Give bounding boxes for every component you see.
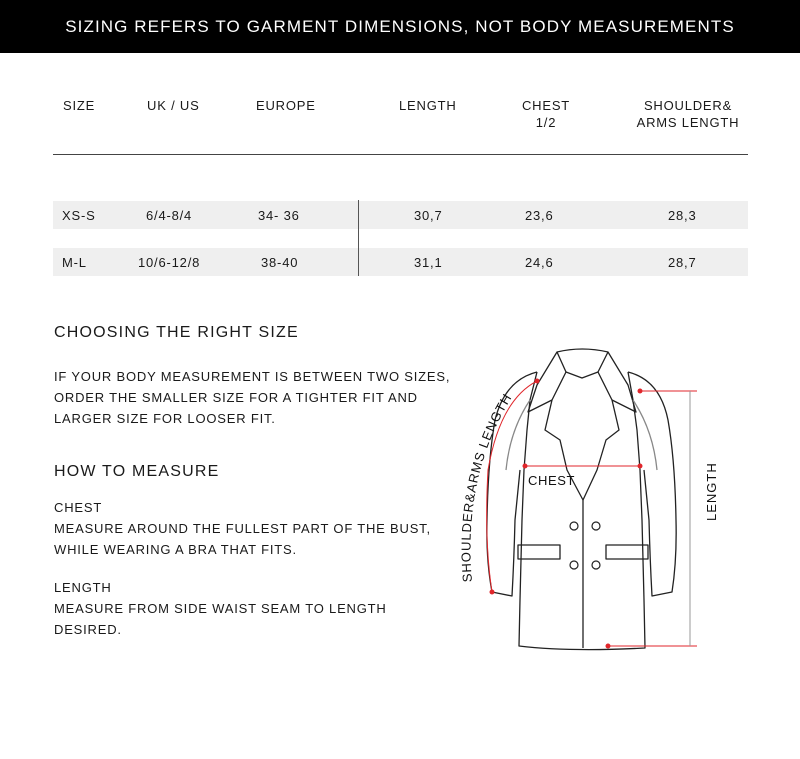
point-icon bbox=[606, 644, 611, 649]
length-line: DESIRED. bbox=[54, 622, 122, 637]
measurement-points bbox=[490, 379, 643, 649]
button-icon bbox=[570, 561, 578, 569]
chest-line: MEASURE AROUND THE FULLEST PART OF THE BUST, bbox=[54, 521, 431, 536]
cell-uk-us: 6/4-8/4 bbox=[146, 208, 193, 223]
point-icon bbox=[535, 379, 540, 384]
length-line: MEASURE FROM SIDE WAIST SEAM TO LENGTH bbox=[54, 601, 387, 616]
point-icon bbox=[523, 464, 528, 469]
cell-shoulder: 28,3 bbox=[668, 208, 697, 223]
header-europe: EUROPE bbox=[256, 98, 316, 113]
choosing-line: ORDER THE SMALLER SIZE FOR A TIGHTER FIT AND bbox=[54, 390, 418, 405]
header-length: LENGTH bbox=[399, 98, 457, 113]
cell-europe: 38-40 bbox=[261, 255, 299, 270]
button-icon bbox=[592, 561, 600, 569]
chest-label: CHEST bbox=[528, 473, 576, 488]
cell-length: 31,1 bbox=[414, 255, 443, 270]
choosing-title: CHOOSING THE RIGHT SIZE bbox=[54, 324, 299, 341]
header-size: SIZE bbox=[63, 98, 96, 113]
header-shoulder-line1: SHOULDER& bbox=[643, 98, 733, 113]
cell-length: 30,7 bbox=[414, 208, 443, 223]
cell-uk-us: 10/6-12/8 bbox=[138, 255, 201, 270]
point-icon bbox=[490, 590, 495, 595]
point-icon bbox=[638, 464, 643, 469]
cell-chest: 24,6 bbox=[525, 255, 554, 270]
button-icon bbox=[570, 522, 578, 530]
header-chest-line2: 1/2 bbox=[535, 115, 557, 130]
button-icon bbox=[592, 522, 600, 530]
header-uk-us: UK / US bbox=[147, 98, 200, 113]
choosing-line: IF YOUR BODY MEASUREMENT IS BETWEEN TWO SIZES, bbox=[54, 369, 451, 384]
chest-title: CHEST bbox=[54, 500, 103, 515]
header-shoulder-line2: ARMS LENGTH bbox=[636, 115, 740, 130]
cell-size: XS-S bbox=[62, 208, 96, 223]
cell-chest: 23,6 bbox=[525, 208, 554, 223]
chest-line: WHILE WEARING A BRA THAT FITS. bbox=[54, 542, 297, 557]
cell-europe: 34- 36 bbox=[258, 208, 300, 223]
length-label: LENGTH bbox=[704, 462, 719, 521]
point-icon bbox=[638, 389, 643, 394]
how-to-measure-title: HOW TO MEASURE bbox=[54, 463, 220, 480]
header-chest-line1: CHEST bbox=[521, 98, 571, 113]
coat-outline bbox=[487, 349, 676, 650]
coat-buttons bbox=[570, 522, 600, 569]
cell-shoulder: 28,7 bbox=[668, 255, 697, 270]
shoulder-arms-label: SHOULDER&ARMS LENGTH bbox=[458, 390, 515, 583]
choosing-line: LARGER SIZE FOR LOOSER FIT. bbox=[54, 411, 276, 426]
sizing-banner: SIZING REFERS TO GARMENT DIMENSIONS, NOT BODY MEASUREMENTS bbox=[0, 0, 800, 53]
cell-size: M-L bbox=[62, 255, 87, 270]
length-title: LENGTH bbox=[54, 580, 112, 595]
